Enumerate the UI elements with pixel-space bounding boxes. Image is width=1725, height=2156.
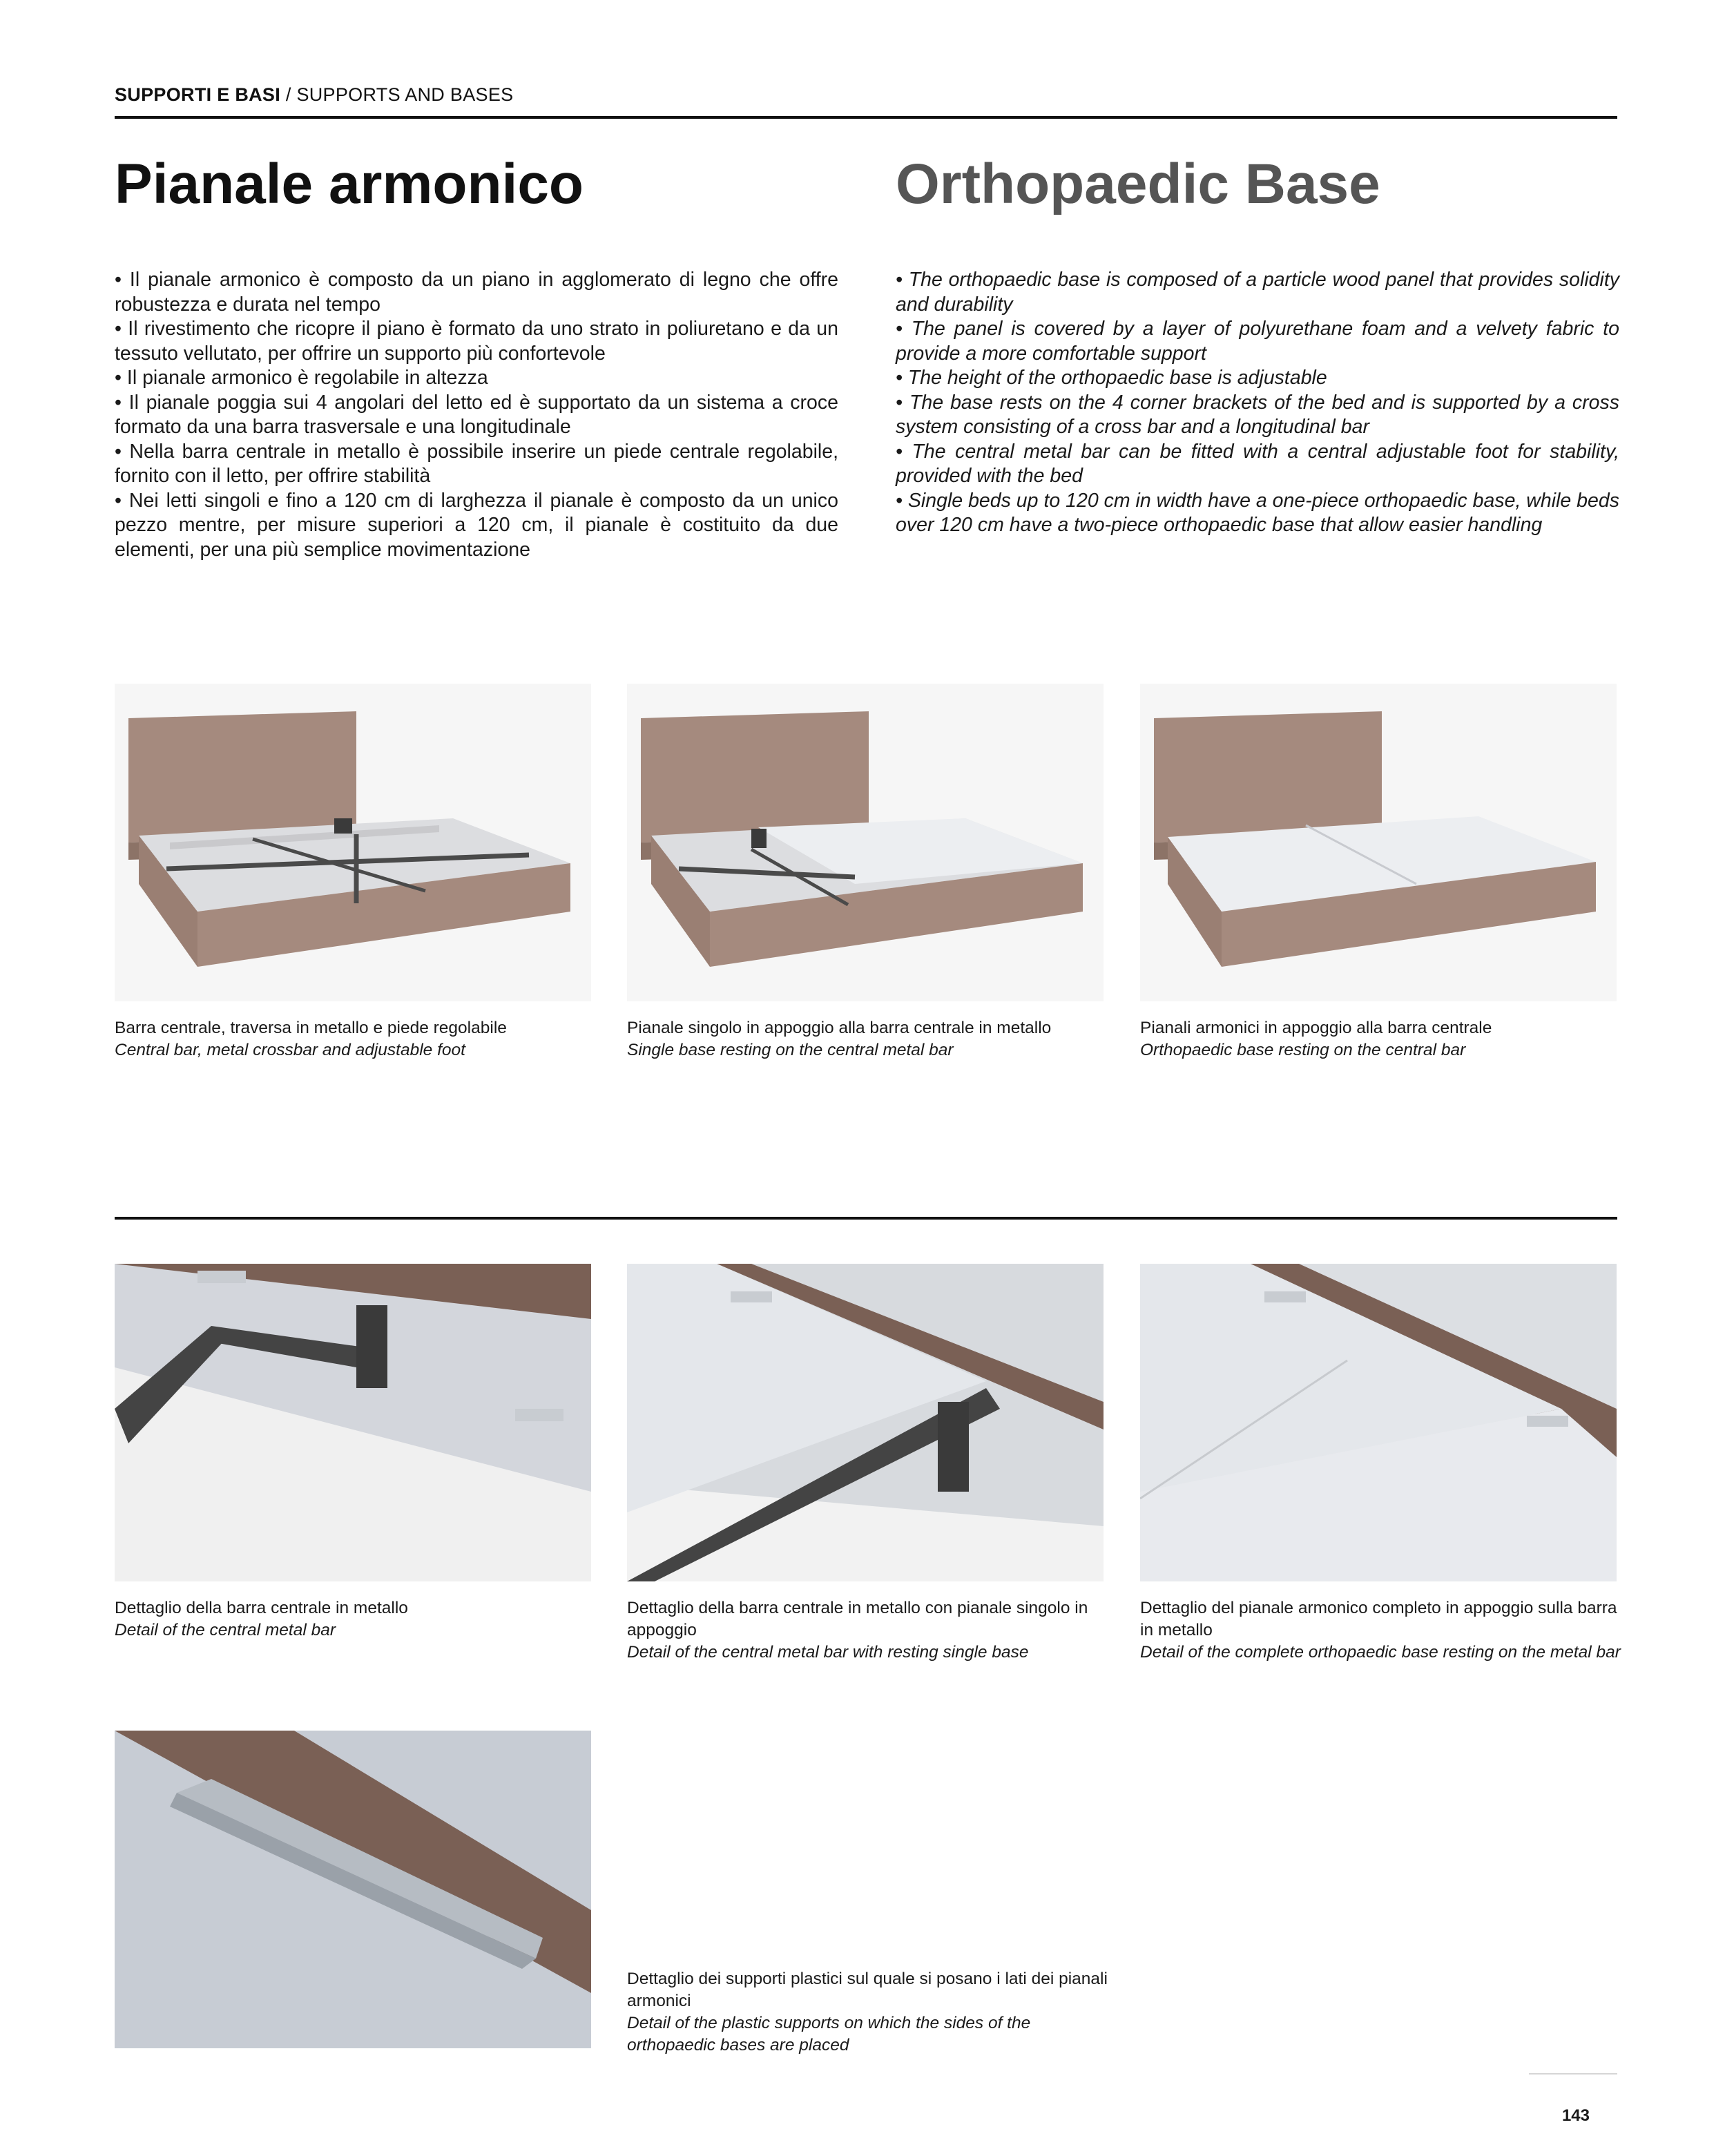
caption-en: Orthopaedic base resting on the central bar [1140, 1041, 1466, 1059]
caption-en: Central bar, metal crossbar and adjustable foot [115, 1041, 465, 1059]
bullet-it: • Nella barra centrale in metallo è possibile inserire un piede centrale regolabile, fornito con il letto, per offrire stabilità [115, 440, 838, 487]
photo-bed-frame-crossbar [115, 684, 591, 1001]
photo-detail-bar-single-base [627, 1264, 1104, 1581]
caption-it: Barra centrale, traversa in metallo e piede regolabile [115, 1019, 507, 1037]
bullet-en: • The orthopaedic base is composed of a particle wood panel that provides solidity and durability [896, 269, 1619, 316]
photo-bed-single-base [627, 684, 1104, 1001]
bullet-en: • Single beds up to 120 cm in width have a one-piece orthopaedic base, while beds over 120 cm have a two-piece orthopaedic base that allow easier handling [896, 489, 1619, 536]
caption-en: Detail of the complete orthopaedic base resting on the metal bar [1140, 1643, 1621, 1662]
section-header [115, 84, 513, 106]
caption-7 [627, 1968, 1110, 2057]
photo-bed-full-base [1140, 684, 1617, 1001]
photo-detail-full-base [1140, 1264, 1617, 1581]
caption-en: Detail of the central metal bar with resting single base [627, 1643, 1029, 1662]
caption-3 [1140, 1017, 1623, 1061]
caption-it: Dettaglio della barra centrale in metallo [115, 1599, 408, 1617]
section-title-it: SUPPORTI E BASI [115, 84, 281, 105]
bullet-it: • Nei letti singoli e fino a 120 cm di larghezza il pianale è composto da un unico pezzo mentre, per misure superiori a 120 cm, il pianale è costituito da due elementi, per una più semplice movimentazione [115, 489, 838, 561]
description-it [115, 268, 838, 562]
photo-detail-central-bar [115, 1264, 591, 1581]
page-title-it: Pianale armonico [115, 153, 584, 215]
description-en [896, 268, 1619, 538]
bullet-en: • The central metal bar can be fitted with a central adjustable foot for stability, provided with the bed [896, 440, 1619, 487]
caption-1 [115, 1017, 598, 1061]
caption-6 [1140, 1597, 1623, 1664]
bullet-en: • The base rests on the 4 corner brackets of the bed and is supported by a cross system consisting of a cross bar and a longitudinal bar [896, 391, 1619, 438]
photo-detail-plastic-support [115, 1731, 591, 2048]
caption-it: Dettaglio della barra centrale in metallo con pianale singolo in appoggio [627, 1599, 1088, 1639]
bullet-it: • Il pianale armonico è regolabile in altezza [115, 367, 488, 389]
bullet-it: • Il rivestimento che ricopre il piano è formato da uno strato in poliuretano e da un tessuto vellutato, per offrire un supporto più confortevole [115, 318, 838, 365]
caption-en: Detail of the central metal bar [115, 1621, 336, 1639]
bullet-it: • Il pianale armonico è composto da un piano in agglomerato di legno che offre robustezza e durata nel tempo [115, 269, 838, 316]
bullet-en: • The height of the orthopaedic base is adjustable [896, 367, 1327, 389]
section-separator: / [280, 84, 297, 105]
caption-en: Single base resting on the central metal bar [627, 1041, 954, 1059]
caption-it: Pianale singolo in appoggio alla barra centrale in metallo [627, 1019, 1052, 1037]
page-title-en: Orthopaedic Base [896, 153, 1380, 215]
bullet-en: • The panel is covered by a layer of polyurethane foam and a velvety fabric to provide a more comfortable support [896, 318, 1619, 365]
bullet-it: • Il pianale poggia sui 4 angolari del letto ed è supportato da un sistema a croce formato da una barra trasversale e una longitudinale [115, 391, 838, 438]
section-rule [115, 1217, 1617, 1220]
caption-it: Dettaglio dei supporti plastici sul quale si posano i lati dei pianali armonici [627, 1970, 1108, 2010]
caption-4 [115, 1597, 598, 1642]
caption-en: Detail of the plastic supports on which the sides of the orthopaedic bases are placed [627, 2014, 1031, 2054]
caption-2 [627, 1017, 1110, 1061]
page-number: 143 [1561, 2106, 1590, 2125]
caption-it: Dettaglio del pianale armonico completo in appoggio sulla barra in metallo [1140, 1599, 1617, 1639]
header-rule [115, 116, 1617, 119]
caption-5 [627, 1597, 1110, 1664]
page-number-rule [1529, 2073, 1617, 2075]
section-title-en: SUPPORTS AND BASES [296, 84, 514, 105]
caption-it: Pianali armonici in appoggio alla barra centrale [1140, 1019, 1492, 1037]
